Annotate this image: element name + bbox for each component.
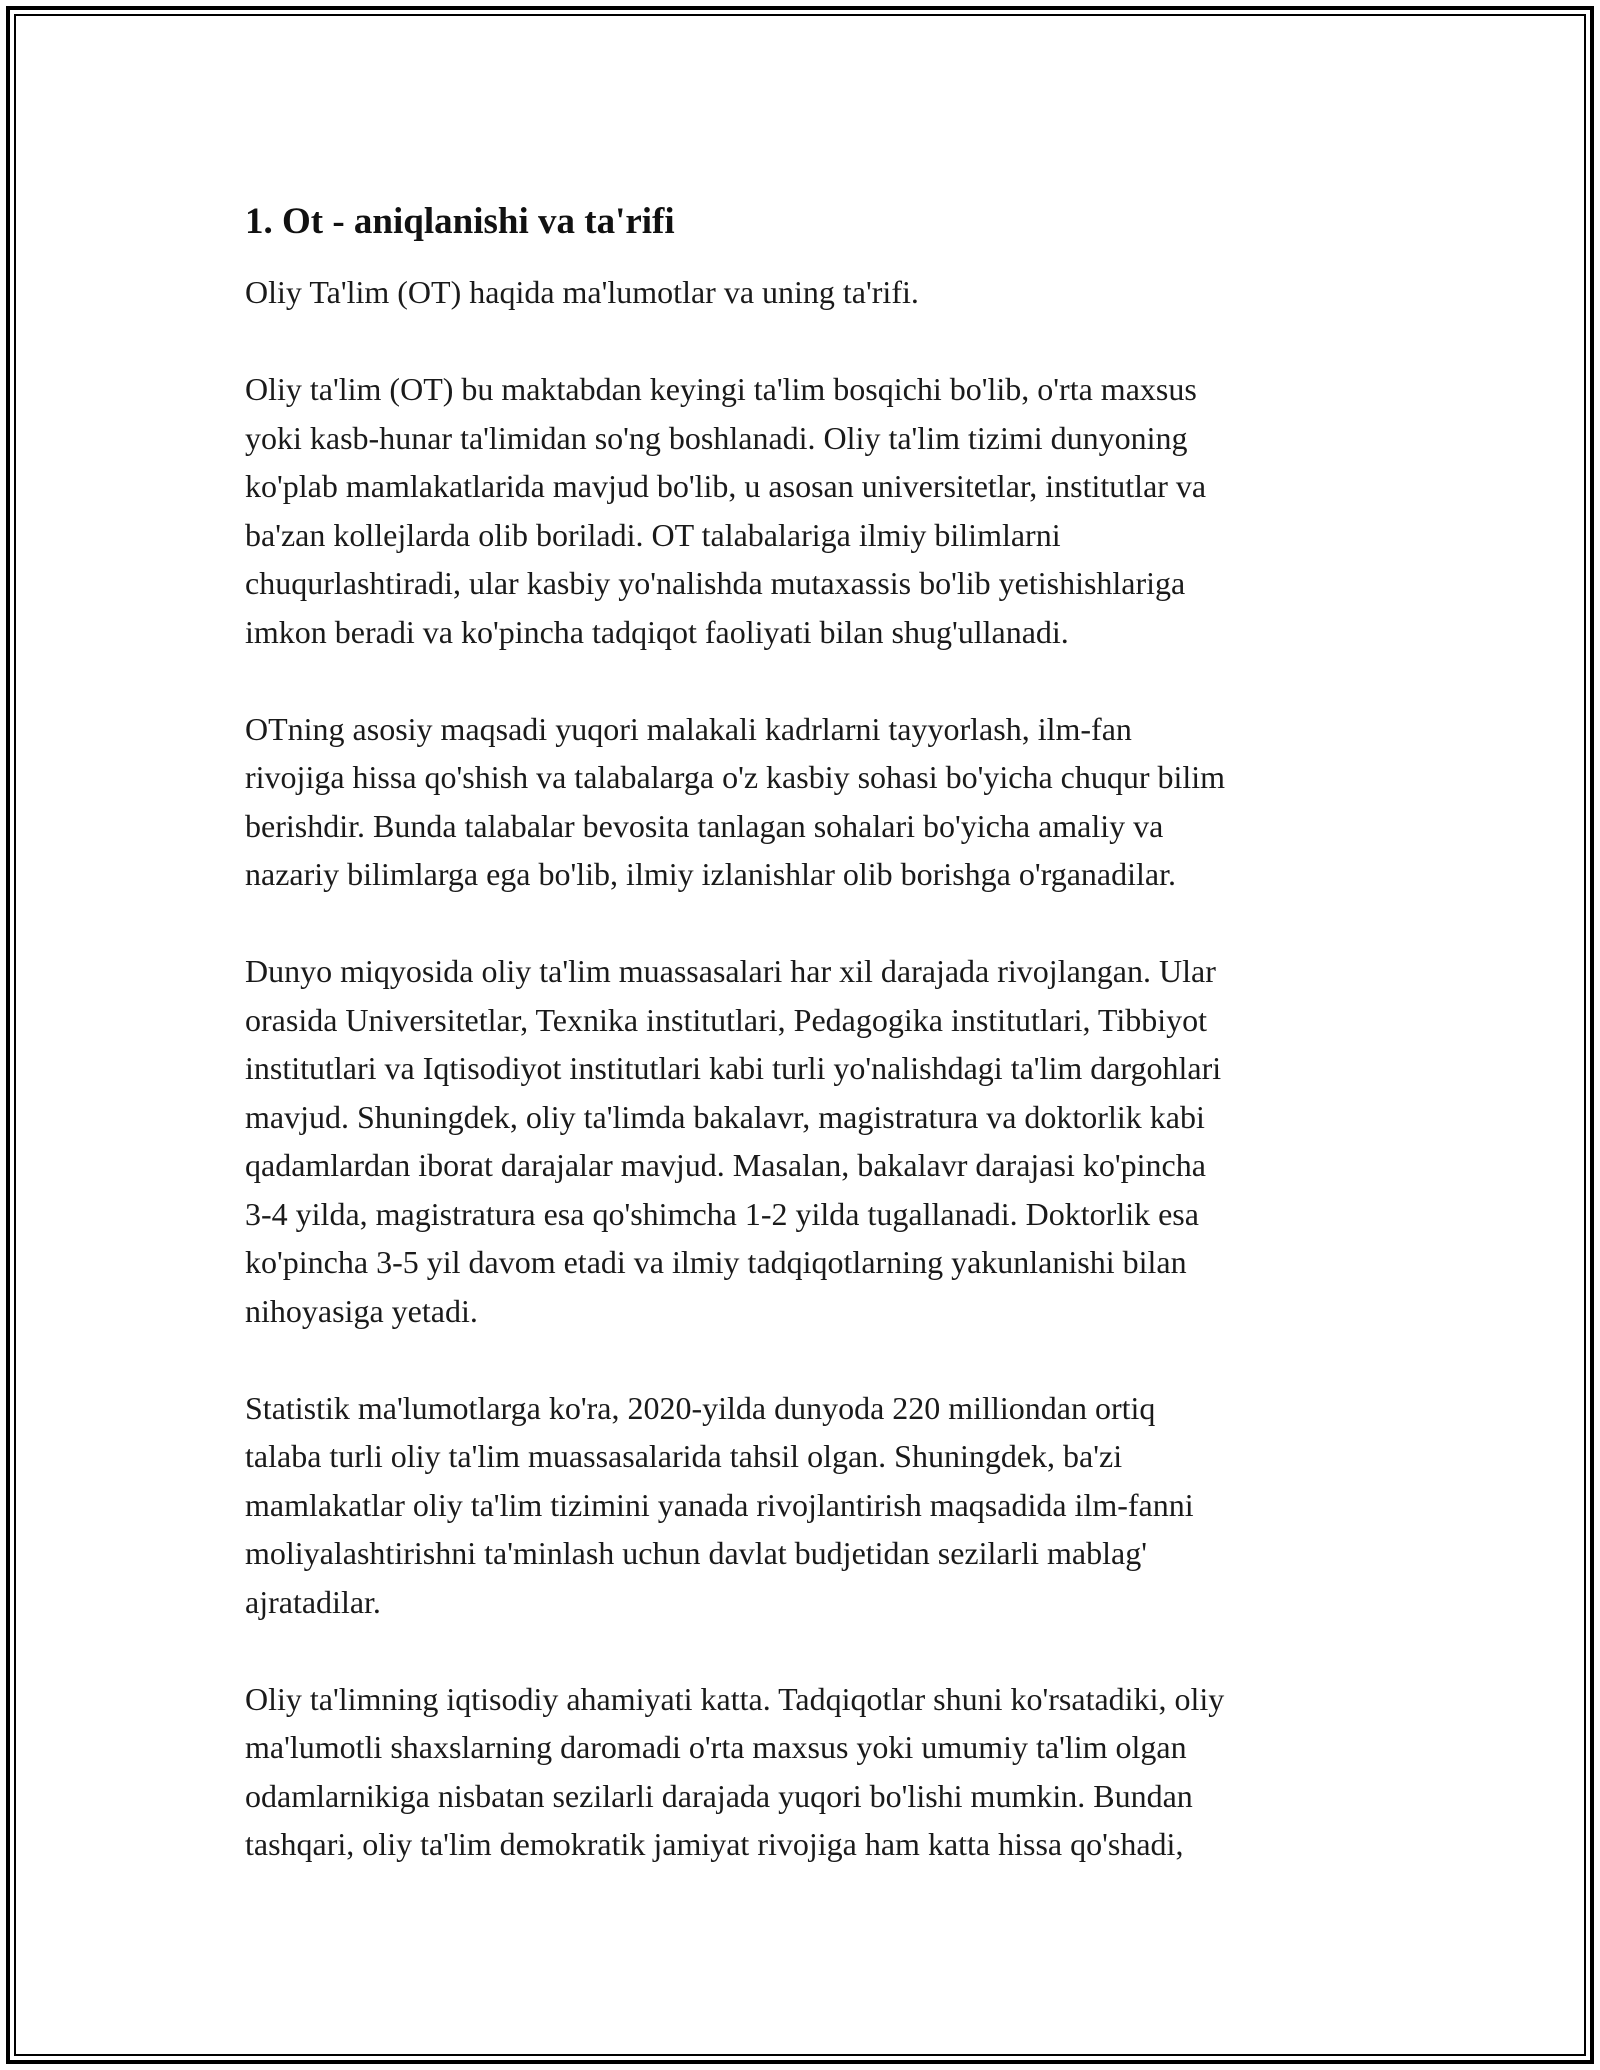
paragraph-line: ba'zan kollejlarda olib boriladi. OT talabalariga ilmiy bilimlarni: [245, 516, 1061, 553]
document-content: [245, 196, 1385, 1917]
paragraph-line: ko'plab mamlakatlarida mavjud bo'lib, u asosan universitetlar, institutlar va: [245, 468, 1207, 504]
paragraph-line: nihoyasiga yetadi.: [245, 1292, 478, 1329]
paragraph: [245, 1384, 1385, 1627]
paragraph-line: mamlakatlar oliy ta'lim tizimini yanada rivojlantirish maqsadida ilm-fanni: [245, 1486, 1194, 1523]
paragraph-line: institutlari va Iqtisodiyot institutlari kabi turli yo'nalishdagi ta'lim dargohlari: [245, 1050, 1222, 1086]
paragraph-line: nazariy bilimlarga ega bo'lib, ilmiy izlanishlar olib borishga o'rganadilar.: [245, 856, 1176, 892]
page-frame: [6, 6, 1594, 2064]
paragraph-line: OTning asosiy maqsadi yuqori malakali kadrlarni tayyorlash, ilm-fan: [245, 710, 1132, 747]
paragraph-line: ajratadilar.: [245, 1583, 381, 1620]
paragraph: [245, 365, 1385, 656]
paragraph-line: Dunyo miqyosida oliy ta'lim muassasalari har xil darajada rivojlangan. Ular: [245, 953, 1216, 989]
paragraph-line: Oliy Ta'lim (OT) haqida ma'lumotlar va uning ta'rifi.: [245, 274, 919, 310]
paragraph-line: moliyalashtirishni ta'minlash uchun davlat budjetidan sezilarli mablag': [245, 1535, 1147, 1571]
paragraph-line: mavjud. Shuningdek, oliy ta'limda bakalavr, magistratura va doktorlik kabi: [245, 1098, 1205, 1135]
paragraph-line: yoki kasb-hunar ta'limidan so'ng boshlanadi. Oliy ta'lim tizimi dunyoning: [245, 419, 1188, 456]
paragraph-line: berishdir. Bunda talabalar bevosita tanlagan sohalari bo'yicha amaliy va: [245, 807, 1164, 844]
paragraph-list: [245, 268, 1385, 1869]
paragraph: [245, 705, 1385, 899]
paragraph-line: Oliy ta'lim (OT) bu maktabdan keyingi ta'lim bosqichi bo'lib, o'rta maxsus: [245, 371, 1197, 407]
paragraph-line: Oliy ta'limning iqtisodiy ahamiyati katta. Tadqiqotlar shuni ko'rsatadiki, oliy: [245, 1680, 1225, 1717]
paragraph-line: imkon beradi va ko'pincha tadqiqot faoliyati bilan shug'ullanadi.: [245, 613, 1069, 650]
paragraph-line: tashqari, oliy ta'lim demokratik jamiyat rivojiga ham katta hissa qo'shadi,: [245, 1826, 1184, 1862]
paragraph-line: 3-4 yilda, magistratura esa qo'shimcha 1-2 yilda tugallanadi. Doktorlik esa: [245, 1195, 1199, 1232]
paragraph-line: ma'lumotli shaxslarning daromadi o'rta maxsus yoki umumiy ta'lim olgan: [245, 1729, 1187, 1765]
paragraph: [245, 1675, 1385, 1869]
paragraph-line: rivojiga hissa qo'shish va talabalarga o'z kasbiy sohasi bo'yicha chuqur bilim: [245, 759, 1226, 795]
paragraph-line: ko'pincha 3-5 yil davom etadi va ilmiy tadqiqotlarning yakunlanishi bilan: [245, 1244, 1187, 1280]
paragraph: [245, 947, 1385, 1335]
paragraph-line: chuqurlashtiradi, ular kasbiy yo'nalishda mutaxassis bo'lib yetishishlariga: [245, 565, 1186, 601]
section-title: 1. Ot - aniqlanishi va ta'rifi: [245, 201, 675, 242]
paragraph-line: orasida Universitetlar, Texnika institutlari, Pedagogika institutlari, Tibbiyot: [245, 1001, 1207, 1038]
paragraph-line: odamlarnikiga nisbatan sezilarli darajada yuqori bo'lishi mumkin. Bundan: [245, 1777, 1193, 1814]
paragraph-line: Statistik ma'lumotlarga ko'ra, 2020-yilda dunyoda 220 milliondan ortiq: [245, 1389, 1156, 1426]
paragraph-line: qadamlardan iborat darajalar mavjud. Masalan, bakalavr darajasi ko'pincha: [245, 1147, 1206, 1183]
paragraph-line: talaba turli oliy ta'lim muassasalarida tahsil olgan. Shuningdek, ba'zi: [245, 1438, 1123, 1474]
paragraph: [245, 268, 1385, 317]
